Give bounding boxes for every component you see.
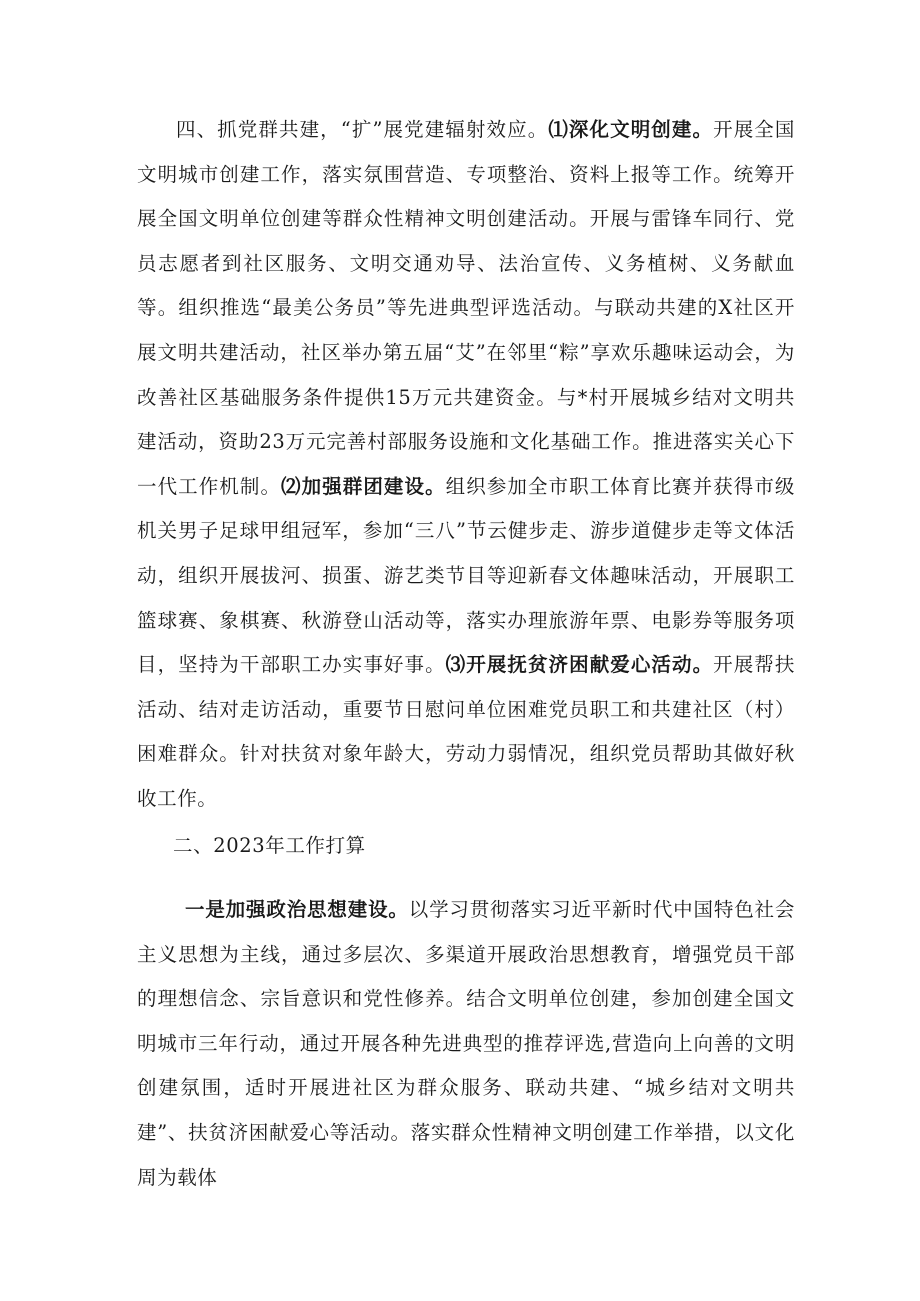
section-two-item-1-body: 以学习贯彻落实习近平新时代中国特色社会主义思想为主线，通过多层次、多渠道开展政治思想教育，增强党员干部的理想信念、宗旨意识和党性修养。结合文明单位创建，参加创建全国文明城市三年行动，通过开展各种先进典型的推荐评选,营造向上向善的文明创建氛围，适时开展进社区为群众服务、联动共建、“城乡结对文明共建”、扶贫济困献爱心等活动。落实群众性精神文明创建工作举措，以文化周为载体 [137, 898, 795, 1189]
section-two-item-1-title: 一是加强政治思想建设。 [185, 898, 409, 921]
section-4-item-3-body: 开展帮扶活动、结对走访活动，重要节日慰问单位困难党员职工和共建社区（村）困难群众。针对扶贫对象年龄大，劳动力弱情况，组织党员帮助其做好秋收工作。 [137, 653, 795, 810]
section-heading-two: 二、2023年工作打算 [173, 834, 366, 857]
section-4-item-2-title: ⑵加强群团建设。 [281, 474, 446, 498]
section-4-item-3-title: ⑶开展抚贫济困献爱心活动。 [445, 653, 714, 677]
section-4-lead: 四、抓党群共建，“扩”展党建辐射效应。 [176, 118, 549, 141]
paragraph-section-two-item-1 [137, 888, 795, 1200]
section-4-item-1-title: ⑴深化文明创建。 [548, 118, 714, 141]
paragraph-section-4 [137, 108, 795, 822]
section-4-item-2-body: 组织参加全市职工体育比赛并获得市级机关男子足球甲组冠军，参加“三八”节云健步走、游步道健步走等文体活动，组织开展拔河、损蛋、游艺类节目等迎新春文体趣味活动，开展职工篮球赛、象棋赛、秋游登山活动等，落实办理旅游年票、电影券等服务项目，坚持为干部职工办实事好事。 [137, 474, 796, 677]
section-4-item-1-body: 开展全国文明城市创建工作，落实氛围营造、专项整治、资料上报等工作。统筹开展全国文明单位创建等群众性精神文明创建活动。开展与雷锋车同行、党员志愿者到社区服务、文明交通劝导、法治宣传、义务植树、义务献血等。组织推选“最美公务员”等先进典型评选活动。与联动共建的X社区开展文明共建活动，社区举办第五届“艾”在邻里“粽”享欢乐趣味运动会，为改善社区基础服务条件提供15万元共建资金。与*村开展城乡结对文明共建活动，资助23万元完善村部服务设施和文化基础工作。推进落实关心下一代工作机制。 [137, 118, 796, 498]
